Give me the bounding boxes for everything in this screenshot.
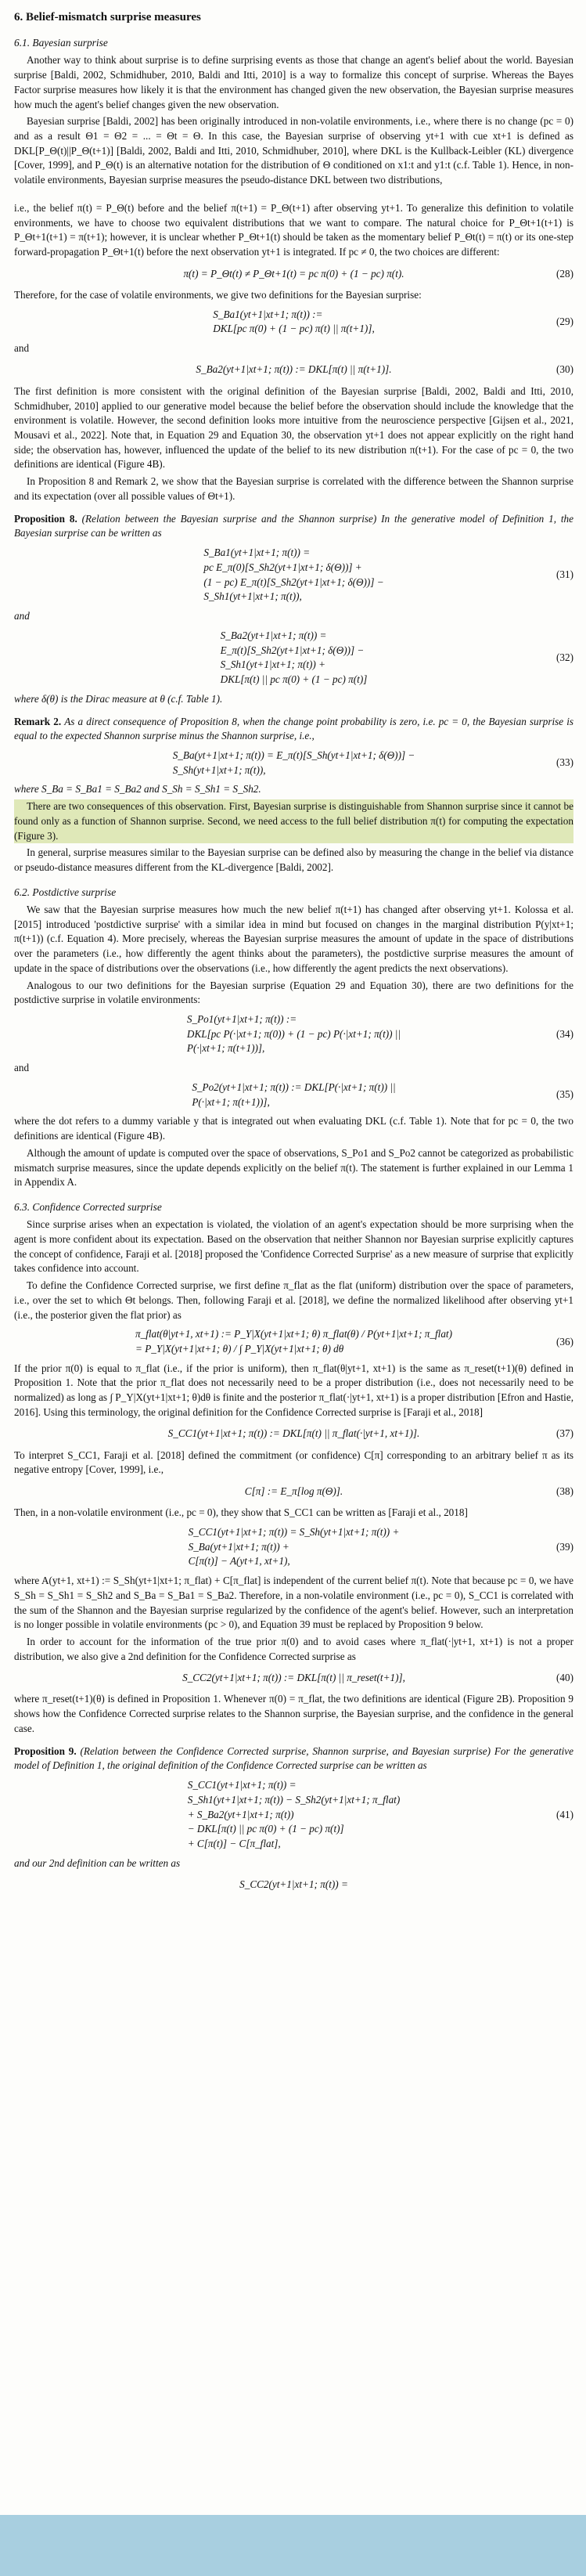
proposition-note: where δ(θ) is the Dirac measure at θ (c.f. Table 1). <box>14 692 223 705</box>
paragraph: where A(yt+1, xt+1) := S_Sh(yt+1|xt+1; π_flat) + C[π_flat] is independent of the current belief π(t). Note that because pc = 0, we have S_Sh = S_Sh1 = S_Sh2 and S_Ba = S_Ba1 = S_Ba2. Therefore, in a non-volatile environment (i.e., pc = 0), S_CC1 is correlated with the sum of the Shannon and the Bayesian surprise regularized by the confidence of the agent's belief. However, such an interpretation is no longer possible in volatile environments (pc > 0), and Equation 39 must be replaced by Proposition 9 below. <box>14 1575 573 1631</box>
paragraph: where π_reset(t+1)(θ) is defined in Proposition 1. Whenever π(0) = π_flat, the two definitions are identical (Figure 2B). Proposition 9 shows how the Confidence Corrected surprise relates to the Shannon surprise, the Bayesian surprise, and the confidence in the general case. <box>14 1693 573 1734</box>
equation-body: S_CC1(yt+1|xt+1; π(t)) := DKL[π(t) || π_flat(·|yt+1, xt+1)]. <box>167 1427 420 1440</box>
equation-body: S_Ba2(yt+1|xt+1; π(t)) = E_π(t)[S_Sh2(yt+1|xt+1; δ(Θ))] − S_Sh1(yt+1|xt+1; π(t)) + DKL[π(t) || pc π(0) + (1 − pc) π(t)] <box>220 629 368 686</box>
subsection-confidence: 6.3. Confidence Corrected surprise <box>14 1201 162 1214</box>
equation-31 <box>14 546 573 604</box>
equation-number: (41) <box>556 1808 573 1820</box>
connector-text: and <box>14 342 30 355</box>
paragraph: where the dot refers to a dummy variable y that is integrated out when evaluating DKL (c.f. Table 1). Note that for pc = 0, the two definitions are identical (Figure 4B). <box>14 1115 573 1142</box>
equation-number: (33) <box>556 756 573 769</box>
equation-body: S_Ba1(yt+1|xt+1; π(t)) = pc E_π(0)[S_Sh2(yt+1|xt+1; δ(Θ))] + (1 − pc) E_π(t)[S_Sh2(yt+1|xt+1; δ(Θ))] − S_Sh1(yt+1|xt+1; π(t)), <box>203 547 384 603</box>
equation-body: S_CC2(yt+1|xt+1; π(t)) = <box>239 1878 348 1891</box>
subsection-bayesian: 6.1. Bayesian surprise <box>14 37 108 49</box>
equation-body: S_Ba2(yt+1|xt+1; π(t)) := DKL[π(t) || π(t+1)]. <box>196 363 392 376</box>
proposition-text: (Relation between the Bayesian surprise and the Shannon surprise) In the generative model of Definition 1, the Bayesian surprise can be written as <box>14 512 574 539</box>
equation-body: S_Ba(yt+1|xt+1; π(t)) = E_π(t)[S_Sh(yt+1|xt+1; δ(Θ))] − S_Sh(yt+1|xt+1; π(t)), <box>172 749 415 776</box>
section-title: 6. Belief-mismatch surprise measures <box>14 11 201 23</box>
paragraph: Bayesian surprise [Baldi, 2002] has been originally introduced in non-volatile environments, i.e., where there is no change (pc = 0) and as a result Θ1 = Θ2 = ... = Θt = Θ. In this case, the Bayesian surprise of observing yt+1 with cue xt+1 is defined as DKL[P_Θ(t)||P_Θ(t+1)] [Baldi, 2002, Baldi and Itti, 2010, Schmidhuber, 2010], where DKL is the Kullback-Leibler (KL) divergence [Cover, 1999], and P_Θ(t) is an alternative notation for the distribution of Θ conditioned on x1:t and y1:t (c.f. Table 1). Hence, in non-volatile environments, Bayesian surprise measures the pseudo-distance DKL between two distributions, <box>14 115 573 186</box>
remark-label: Remark 2. <box>14 715 62 727</box>
equation-number: (38) <box>556 1485 573 1497</box>
paragraph: Since surprise arises when an expectation is violated, the violation of an agent's expectation should be more surprising when the agent is more confident about its expectation. Based on the observation that neither Shannon nor Bayesian surprise explicitly captures the concept of confidence, Faraji et al. [2018] proposed the 'Confidence Corrected Surprise' as a new measure of surprise that explicitly takes confidence into account. <box>14 1218 573 1275</box>
equation-number: (34) <box>556 1027 573 1040</box>
equation-body: S_CC1(yt+1|xt+1; π(t)) = S_Sh1(yt+1|xt+1; π(t)) − S_Sh2(yt+1|xt+1; π_flat) + S_Ba2(yt+1|xt+1; π(t)) − DKL[π(t) || pc π(0) + (1 − pc) π(t)] + C[π(t)] − C[π_flat], <box>187 1779 401 1850</box>
equation-35 <box>14 1081 573 1109</box>
equation-body: S_CC1(yt+1|xt+1; π(t)) = S_Sh(yt+1|xt+1; π(t)) + S_Ba(yt+1|xt+1; π(t)) + C[π(t)] − A(yt+1, xt+1), <box>188 1525 400 1568</box>
equation-36 <box>14 1327 573 1356</box>
equation-42-partial <box>14 1876 573 1895</box>
equation-number: (29) <box>556 315 573 327</box>
paragraph: In general, surprise measures similar to the Bayesian surprise can be defined also by measuring the change in the belief via distance or pseudo-distance measures different from the KL-divergence [Baldi, 2002]. <box>14 846 573 874</box>
equation-29 <box>14 308 573 337</box>
equation-32 <box>14 629 573 687</box>
paragraph: i.e., the belief π(t) = P_Θ(t) before and the belief π(t+1) = P_Θ(t+1) after observing yt+1. To generalize this definition to volatile environments, we have to choose two equivalent distributions that we want to compare. The natural choice for P_Θt+1(t+1) is P_Θt+1(t+1) = π(t+1); however, it is unclear whether P_Θt+1(t) should be taken as the momentary belief P_Θt(t) = π(t) or its one-step forward-propagation P_Θt+1(t) before the next observation yt+1 is integrated. If pc ≠ 0, the two choices are different: <box>14 201 573 258</box>
equation-body: S_Po2(yt+1|xt+1; π(t)) := DKL[P(·|xt+1; π(t)) || P(·|xt+1; π(t+1))], <box>192 1081 396 1108</box>
equation-body: π_flat(θ|yt+1, xt+1) := P_Y|X(yt+1|xt+1; θ) π_flat(θ) / P(yt+1|xt+1; π_flat) = P_Y|X(yt+1|xt+1; θ) / ∫ P_Y|X(yt+1|xt+1; θ) dθ <box>135 1328 452 1355</box>
paragraph: If the prior π(0) is equal to π_flat (i.e., if the prior is uniform), then π_flat(θ|yt+1, xt+1) is the same as π_reset(t+1)(θ) defined in Proposition 1. Note that the prior π_flat does not necessarily need to be a proper distribution (i.e., does not necessarily need to be normalized) as long as ∫ P_Y|X(yt+1|xt+1; θ)dθ is finite and the posterior π_flat(·|yt+1, xt+1) is a proper distribution [Efron and Hastie, 2016]. Using this terminology, the original definition for the Confidence Corrected surprise is [Faraji et al., 2018] <box>14 1362 573 1418</box>
paragraph: In Proposition 8 and Remark 2, we show that the Bayesian surprise is correlated with the difference between the Shannon surprise and its expectation (over all possible values of Θt+1). <box>14 475 573 502</box>
equation-number: (30) <box>556 363 573 376</box>
proposition-label: Proposition 8. <box>14 512 77 525</box>
paragraph: We saw that the Bayesian surprise measures how much the new belief π(t+1) has changed after observing yt+1. Kolossa et al. [2015] introduced 'postdictive surprise' with a similar idea in mind but focused on changes in the marginal distribution P(y|xt+1; π(t+1)) (c.f. Equation 4). More precisely, whereas the Bayesian surprise measures the amount of update in the space of distributions over the parameters (i.e., how differently the agent thinks about the parameters), the postdictive surprise measures the amount of update in the space of distributions over the observations (i.e., how differently the agent predicts the next observations). <box>14 903 573 974</box>
remark-note: where S_Ba = S_Ba1 = S_Ba2 and S_Sh = S_Sh1 = S_Sh2. <box>14 783 261 796</box>
equation-33 <box>14 749 573 777</box>
equation-39 <box>14 1525 573 1569</box>
proposition-label: Proposition 9. <box>14 1744 77 1757</box>
paragraph: To define the Confidence Corrected surprise, we first define π_flat as the flat (uniform) distribution over the space of parameters, i.e., over the set to which Θt belongs. Then, following Faraji et al. [2018], we define the normalized likelihood after observing yt+1 (i.e., the posterior given the flat prior) as <box>14 1279 573 1321</box>
equation-body: S_Po1(yt+1|xt+1; π(t)) := DKL[pc P(·|xt+1; π(0)) + (1 − pc) P(·|xt+1; π(t)) || P(·|xt+1; π(t+1))], <box>186 1013 401 1055</box>
equation-body: S_CC2(yt+1|xt+1; π(t)) := DKL[π(t) || π_reset(t+1)], <box>182 1672 405 1684</box>
equation-number: (40) <box>556 1672 573 1684</box>
equation-number: (36) <box>556 1335 573 1348</box>
bottom-bar <box>0 2515 586 2576</box>
proposition-text: (Relation between the Confidence Corrected surprise, Shannon surprise, and Bayesian surprise) For the generative model of Definition 1, the original definition of the Confidence Corrected surprise can be written as <box>14 1744 573 1772</box>
equation-number: (39) <box>556 1540 573 1553</box>
connector-text: and <box>14 610 30 622</box>
remark-2 <box>14 715 573 744</box>
equation-38 <box>14 1482 573 1501</box>
paragraph: In order to account for the information of the true prior π(0) and to avoid cases where π_flat(·|yt+1, xt+1) is not a proper distribution, we also give a 2nd definition for the Confidence Corrected surprise as <box>14 1636 573 1662</box>
equation-number: (37) <box>556 1427 573 1440</box>
equation-37 <box>14 1425 573 1444</box>
equation-body: π(t) = P_Θt(t) ≠ P_Θt+1(t) = pc π(0) + (1 − pc) π(t). <box>183 267 404 280</box>
equation-30 <box>14 361 573 380</box>
proposition-8 <box>14 512 573 541</box>
paragraph: The first definition is more consistent with the original definition of the Bayesian surprise [Baldi, 2002, Baldi and Itti, 2010, Schmidhuber, 2010] applied to our generative model because the belief before the observation should include the knowledge that the environment is volatile. However, the second definition looks more intuitive from the neuroscience perspective [Gijsen et al., 2021, Mousavi et al., 2022]. Note that, in Equation 29 and Equation 30, the observation yt+1 does not appear explicitly on the right hand side; the observation has, however, influenced the update of the belief to its new distribution π(t+1). For the case of pc = 0, the two definitions are identical (Figure 4B). <box>14 384 573 471</box>
equation-number: (32) <box>556 651 573 663</box>
paragraph: Another way to think about surprise is to define surprising events as those that change an agent's belief about the world. Bayesian surprise [Baldi, 2002, Schmidhuber, 2010, Baldi and Itti, 2010] is a way to formalize this concept of surprise. Whereas the Bayes Factor surprise measures how likely it is that the environment has changed given the new observation, the Bayesian surprise measures how much the agent's belief changes given the new observation. <box>14 54 573 110</box>
equation-28 <box>14 265 573 283</box>
paragraph: Then, in a non-volatile environment (i.e., pc = 0), they show that S_CC1 can be written as [Faraji et al., 2018] <box>14 1506 468 1519</box>
paragraph: Analogous to our two definitions for the Bayesian surprise (Equation 29 and Equation 30), there are two definitions for the postdictive surprise in volatile environments: <box>14 979 573 1006</box>
equation-body: C[π] := E_π[log π(Θ)]. <box>244 1485 343 1497</box>
subsection-postdictive: 6.2. Postdictive surprise <box>14 886 117 898</box>
paragraph: Although the amount of update is computed over the space of observations, S_Po1 and S_Po2 cannot be categorized as probabilistic mismatch surprise measures, since the update depends explicitly on the belief π(t). The statement is further explained in our Lemma 1 in Appendix A. <box>14 1146 573 1189</box>
equation-number: (31) <box>556 568 573 581</box>
proposition-9 <box>14 1744 573 1773</box>
equation-number: (28) <box>556 267 573 280</box>
paragraph-highlighted: There are two consequences of this observation. First, Bayesian surprise is distinguishable from Shannon surprise since it cannot be found only as a function of Shannon surprise. Second, we need access to the full belief distribution π(t) for computing the expectation (Figure 3). <box>14 799 573 843</box>
equation-34 <box>14 1012 573 1056</box>
connector-text: and our 2nd definition can be written as <box>14 1856 181 1869</box>
paragraph: Therefore, for the case of volatile environments, we give two definitions for the Bayesian surprise: <box>14 288 422 301</box>
paragraph: To interpret S_CC1, Faraji et al. [2018] defined the commitment (or confidence) C[π] corresponding to an arbitrary belief π as its negative entropy [Cover, 1999], i.e., <box>14 1449 573 1476</box>
connector-text: and <box>14 1062 30 1074</box>
equation-number: (35) <box>556 1088 573 1101</box>
equation-body: S_Ba1(yt+1|xt+1; π(t)) := DKL[pc π(0) + (1 − pc) π(t) || π(t+1)], <box>213 308 375 335</box>
equation-41 <box>14 1778 573 1852</box>
equation-40 <box>14 1669 573 1687</box>
remark-text: As a direct consequence of Proposition 8, when the change point probability is zero, i.e. pc = 0, the Bayesian surprise is equal to the expected Shannon surprise minus the Shannon surprise, i.e., <box>14 715 574 742</box>
